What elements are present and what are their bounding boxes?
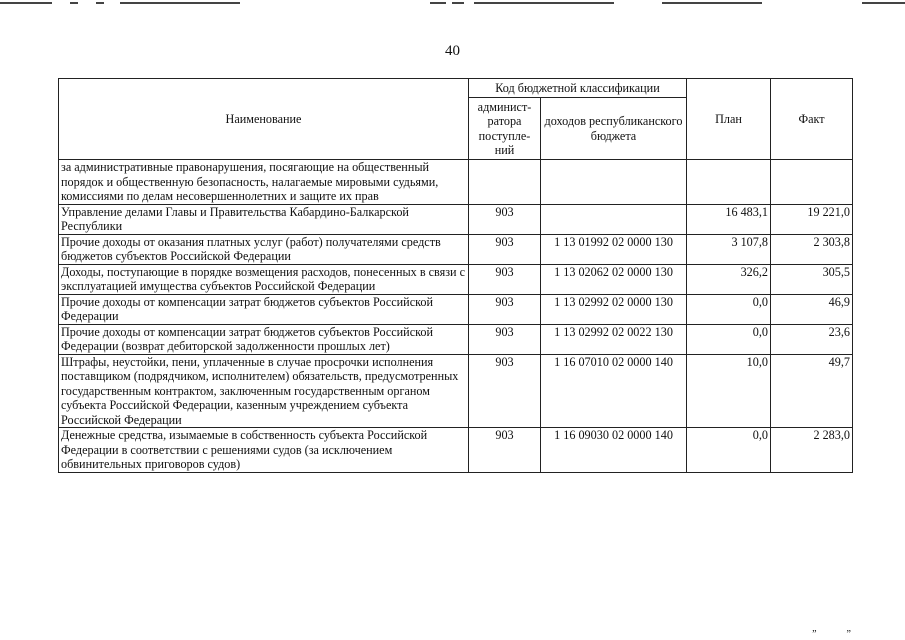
table-row bbox=[59, 264, 853, 294]
table-row bbox=[59, 354, 853, 428]
row-name: Доходы, поступающие в порядке возмещения расходов, понесенных в связи с эксплуатацией имущества субъектов Российской Федерации bbox=[59, 264, 469, 294]
header-admin: админист-ратора поступле-ний bbox=[469, 98, 541, 160]
row-budget-code: 1 13 01992 02 0000 130 bbox=[541, 234, 687, 264]
row-budget-code: 1 13 02062 02 0000 130 bbox=[541, 264, 687, 294]
row-admin-code: 903 bbox=[469, 234, 541, 264]
row-fact: 49,7 bbox=[771, 354, 853, 428]
row-name: Прочие доходы от компенсации затрат бюджетов субъектов Российской Федерации (возврат дебиторской задолженности прошлых лет) bbox=[59, 324, 469, 354]
row-budget-code: 1 16 09030 02 0000 140 bbox=[541, 428, 687, 473]
row-fact: 19 221,0 bbox=[771, 204, 853, 234]
row-plan: 3 107,8 bbox=[687, 234, 771, 264]
row-budget-code: 1 13 02992 02 0022 130 bbox=[541, 324, 687, 354]
row-admin-code: 903 bbox=[469, 428, 541, 473]
scan-artifact bbox=[474, 2, 614, 4]
scan-artifact bbox=[0, 2, 52, 4]
row-name: Штрафы, неустойки, пени, уплаченные в случае просрочки исполнения поставщиком (подрядчиком, исполнителем) обязательств, предусмотренных государственным контрактом, заключенным государственным органом субъекта Российской Федерации, казенным учреждением субъекта Российской Федерации bbox=[59, 354, 469, 428]
row-budget-code bbox=[541, 204, 687, 234]
scan-artifact bbox=[662, 2, 762, 4]
page-number: 40 bbox=[445, 43, 460, 59]
row-admin-code: 903 bbox=[469, 264, 541, 294]
table-row bbox=[59, 428, 853, 473]
row-fact bbox=[771, 160, 853, 205]
row-budget-code: 1 16 07010 02 0000 140 bbox=[541, 354, 687, 428]
scan-artifact bbox=[452, 2, 464, 4]
header-fact: Факт bbox=[771, 79, 853, 160]
scan-artifact bbox=[70, 2, 78, 4]
row-name: Прочие доходы от компенсации затрат бюджетов субъектов Российской Федерации bbox=[59, 294, 469, 324]
row-plan: 0,0 bbox=[687, 294, 771, 324]
scan-artifact bbox=[862, 2, 905, 4]
row-plan: 326,2 bbox=[687, 264, 771, 294]
row-fact: 23,6 bbox=[771, 324, 853, 354]
row-fact: 2 303,8 bbox=[771, 234, 853, 264]
scan-artifact bbox=[120, 2, 240, 4]
row-fact: 46,9 bbox=[771, 294, 853, 324]
row-budget-code bbox=[541, 160, 687, 205]
table-row bbox=[59, 324, 853, 354]
row-name: за административные правонарушения, посягающие на общественный порядок и общественную безопасность, налагаемые мировыми судьями, комиссиями по делам несовершеннолетних и защите их прав bbox=[59, 160, 469, 205]
table-row bbox=[59, 234, 853, 264]
row-admin-code bbox=[469, 160, 541, 205]
table-row bbox=[59, 204, 853, 234]
row-plan bbox=[687, 160, 771, 205]
row-name: Денежные средства, изымаемые в собственность субъекта Российской Федерации в соответствии с решениями судов (за исключением обвинительных приговоров судов) bbox=[59, 428, 469, 473]
header-name: Наименование bbox=[59, 79, 469, 160]
header-revenue: доходов республиканского бюджета bbox=[541, 98, 687, 160]
header-plan: План bbox=[687, 79, 771, 160]
row-name: Управление делами Главы и Правительства Кабардино-Балкарской Республики bbox=[59, 204, 469, 234]
scan-marks: „„ bbox=[812, 623, 881, 634]
row-name: Прочие доходы от оказания платных услуг (работ) получателями средств бюджетов субъектов Российской Федерации bbox=[59, 234, 469, 264]
row-plan: 0,0 bbox=[687, 324, 771, 354]
row-plan: 0,0 bbox=[687, 428, 771, 473]
row-fact: 2 283,0 bbox=[771, 428, 853, 473]
row-admin-code: 903 bbox=[469, 324, 541, 354]
row-plan: 10,0 bbox=[687, 354, 771, 428]
row-plan: 16 483,1 bbox=[687, 204, 771, 234]
scan-artifact bbox=[96, 2, 104, 4]
header-code-group: Код бюджетной классификации bbox=[469, 79, 687, 98]
row-admin-code: 903 bbox=[469, 294, 541, 324]
row-admin-code: 903 bbox=[469, 204, 541, 234]
scan-artifact bbox=[430, 2, 446, 4]
row-fact: 305,5 bbox=[771, 264, 853, 294]
row-budget-code: 1 13 02992 02 0000 130 bbox=[541, 294, 687, 324]
table-row bbox=[59, 160, 853, 205]
table-row bbox=[59, 294, 853, 324]
budget-table bbox=[58, 78, 853, 473]
row-admin-code: 903 bbox=[469, 354, 541, 428]
